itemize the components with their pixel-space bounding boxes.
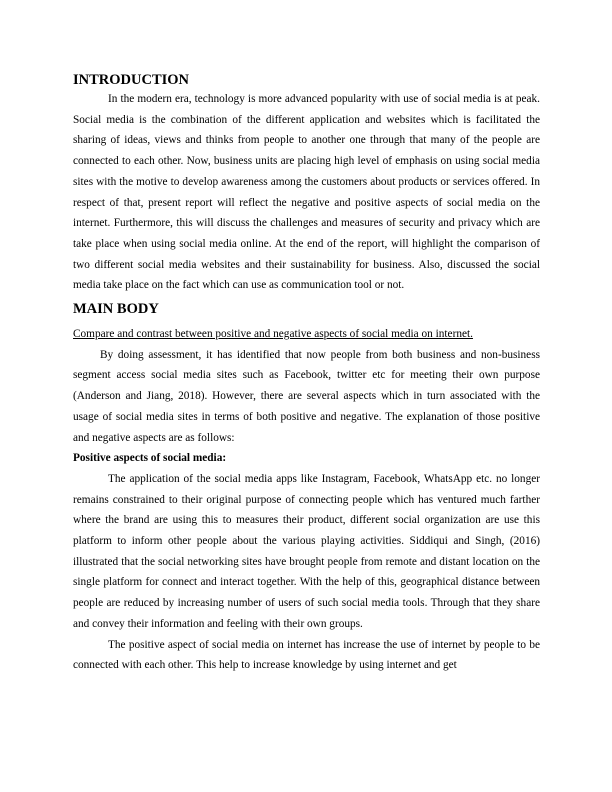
page-content (73, 71, 540, 676)
positive-aspects-heading: Positive aspects of social media: (73, 452, 227, 465)
main-body-paragraph: By doing assessment, it has identified that now people from both business and non-business segment access social media sites such as Facebook, twitter etc for meeting their own purpose (Anderson and Jiang, 2018). However, there are several aspects which in turn associated with the usage of social media sites in terms of both positive and negative. The explanation of those positive and negative aspects are as follows: (73, 348, 540, 444)
introduction-heading: INTRODUCTION (73, 72, 190, 88)
main-body-heading: MAIN BODY (73, 301, 159, 318)
introduction-paragraph: In the modern era, technology is more advanced popularity with use of social media is at peak. Social media is the combination of the different application and websites which is facilitated the sharing of ideas, views and thinks from people to another one through that many of the people are connected to each other. Now, business units are placing high level of emphasis on using social media sites with the motive to develop awareness among the customers about products or services offered. In respect of that, present report will reflect the negative and positive aspects of social media on the internet. Furthermore, this will discuss the challenges and measures of security and privacy which are take place when using social media online. At the end of the report, will highlight the comparison of two different social media websites and their sustainability for business. Also, discussed the social media take place on the fact which can use as communication tool or not. (73, 93, 540, 292)
positive-aspects-paragraph-1: The application of the social media apps like Instagram, Facebook, WhatsApp etc. no longer remains constrained to their original purpose of connecting people which has ventured much farther where the brand are using this to measures their product, different social organization are use this platform to inform other people about the various playing activities. Siddiqui and Singh, (2016) illustrated that the social networking sites have brought people from remote and distant location on the single platform for connect and interact together. With the help of this, geographical distance between people are reduced by increasing number of users of such social media tools. Through that they share and convey their information and feeling with their own groups. (73, 472, 540, 630)
comparison-subheading: Compare and contrast between positive and negative aspects of social media on internet. (73, 328, 473, 341)
positive-aspects-paragraph-2: The positive aspect of social media on internet has increase the use of internet by people to be connected with each other. This help to increase knowledge by using internet and get (73, 638, 540, 672)
